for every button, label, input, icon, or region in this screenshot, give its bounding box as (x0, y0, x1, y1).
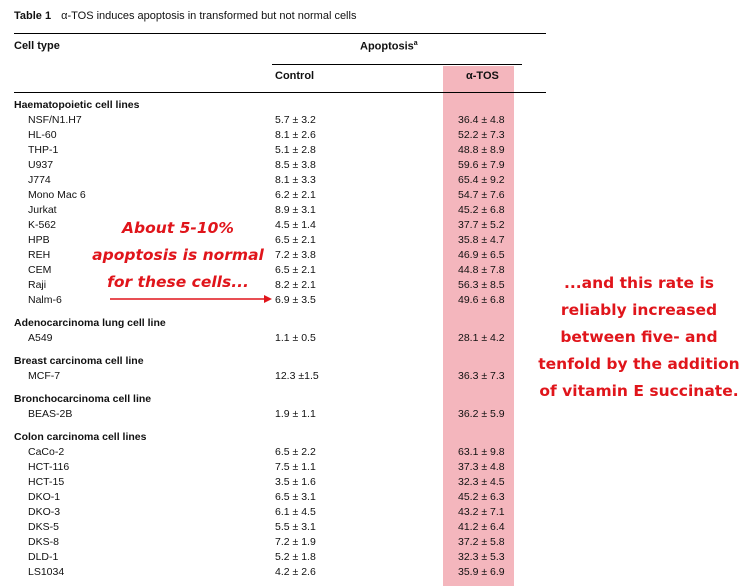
cell-name: CEM (28, 264, 52, 276)
control-value: 5.7 ± 3.2 (275, 114, 316, 126)
atos-value: 35.9 ± 6.9 (458, 566, 505, 578)
control-value: 6.5 ± 3.1 (275, 491, 316, 503)
cell-name: DKO-1 (28, 491, 61, 503)
apoptosis-header: Apoptosis$^a$ (360, 40, 418, 53)
cell-type-header: Cell type (14, 40, 60, 52)
cell-name: Nalm-6 (28, 294, 62, 306)
cell-name: K-562 (28, 219, 57, 231)
atos-header: α-TOS (466, 70, 499, 82)
section-title: Haematopoietic cell lines (14, 99, 140, 111)
cell-name: A549 (28, 332, 53, 344)
cell-name: LS1034 (28, 566, 65, 578)
control-value: 7.2 ± 1.9 (275, 536, 316, 548)
cell-name: DKO-3 (28, 506, 61, 518)
atos-value: 32.3 ± 4.5 (458, 476, 505, 488)
table-label: Table 1 (14, 10, 52, 22)
section-title: Adenocarcinoma lung cell line (14, 317, 166, 329)
cell-name: DKS-8 (28, 536, 59, 548)
control-value: 8.9 ± 3.1 (275, 204, 316, 216)
cell-name: HL-60 (28, 129, 57, 141)
cell-name: CaCo-2 (28, 446, 65, 458)
control-value: 5.5 ± 3.1 (275, 521, 316, 533)
control-value: 8.1 ± 2.6 (275, 129, 316, 141)
atos-value: 37.3 ± 4.8 (458, 461, 505, 473)
cell-name: U937 (28, 159, 54, 171)
control-value: 6.1 ± 4.5 (275, 506, 316, 518)
cell-name: Jurkat (28, 204, 57, 216)
control-value: 4.2 ± 2.6 (275, 566, 316, 578)
control-value: 6.2 ± 2.1 (275, 189, 316, 201)
cell-name: MCF-7 (28, 370, 61, 382)
atos-value: 48.8 ± 8.9 (458, 144, 505, 156)
atos-value: 36.2 ± 5.9 (458, 408, 505, 420)
control-value: 6.5 ± 2.1 (275, 264, 316, 276)
control-header: Control (275, 70, 315, 82)
cell-name: HPB (28, 234, 50, 246)
control-value: 5.2 ± 1.8 (275, 551, 316, 563)
atos-value: 49.6 ± 6.8 (458, 294, 505, 306)
atos-value: 56.3 ± 8.5 (458, 279, 505, 291)
atos-value: 41.2 ± 6.4 (458, 521, 505, 533)
atos-value: 36.3 ± 7.3 (458, 370, 505, 382)
cell-name: DLD-1 (28, 551, 59, 563)
left-annotation: About 5-10% apoptosis is normal for these cells... (92, 219, 264, 291)
atos-value: 54.7 ± 7.6 (458, 189, 505, 201)
control-value: 1.9 ± 1.1 (275, 408, 316, 420)
atos-value: 45.2 ± 6.8 (458, 204, 505, 216)
cell-name: REH (28, 249, 51, 261)
control-value: 7.5 ± 1.1 (275, 461, 316, 473)
atos-value: 65.4 ± 9.2 (458, 174, 505, 186)
atos-value: 43.2 ± 7.1 (458, 506, 505, 518)
cell-name: HCT-116 (28, 461, 70, 473)
atos-value: 52.2 ± 7.3 (458, 129, 505, 141)
apoptosis-rule (272, 64, 522, 65)
cell-name: HCT-15 (28, 476, 65, 488)
cell-name: NSF/N1.H7 (28, 114, 82, 126)
arrow-to-nalm6 (108, 293, 274, 305)
top-rule (14, 33, 546, 34)
table-caption (14, 10, 356, 22)
control-value: 5.1 ± 2.8 (275, 144, 316, 156)
atos-value: 37.2 ± 5.8 (458, 536, 505, 548)
cell-name: J774 (28, 174, 51, 186)
atos-value: 35.8 ± 4.7 (458, 234, 505, 246)
atos-value: 32.3 ± 5.3 (458, 551, 505, 563)
cell-name: Raji (28, 279, 47, 291)
control-value: 8.2 ± 2.1 (275, 279, 316, 291)
header-rule (14, 92, 546, 93)
atos-value: 59.6 ± 7.9 (458, 159, 505, 171)
atos-value: 36.4 ± 4.8 (458, 114, 505, 126)
atos-value: 63.1 ± 9.8 (458, 446, 505, 458)
control-value: 8.1 ± 3.3 (275, 174, 316, 186)
control-value: 6.5 ± 2.1 (275, 234, 316, 246)
control-value: 12.3 ±1.5 (275, 370, 319, 382)
section-title: Breast carcinoma cell line (14, 355, 144, 367)
section-title: Bronchocarcinoma cell line (14, 393, 152, 405)
control-value: 8.5 ± 3.8 (275, 159, 316, 171)
cell-name: THP-1 (28, 144, 59, 156)
atos-value: 37.7 ± 5.2 (458, 219, 505, 231)
atos-value: 28.1 ± 4.2 (458, 332, 505, 344)
control-value: 4.5 ± 1.4 (275, 219, 316, 231)
atos-value: 44.8 ± 7.8 (458, 264, 505, 276)
control-value: 7.2 ± 3.8 (275, 249, 316, 261)
atos-value: 45.2 ± 6.3 (458, 491, 505, 503)
cell-name: BEAS-2B (28, 408, 73, 420)
cell-name: Mono Mac 6 (28, 189, 86, 201)
control-value: 1.1 ± 0.5 (275, 332, 316, 344)
table-title: α-TOS induces apoptosis in transformed but not normal cells (61, 10, 357, 22)
section-title: Colon carcinoma cell lines (14, 431, 147, 443)
control-value: 6.9 ± 3.5 (275, 294, 316, 306)
control-value: 3.5 ± 1.6 (275, 476, 316, 488)
atos-value: 46.9 ± 6.5 (458, 249, 505, 261)
cell-name: DKS-5 (28, 521, 59, 533)
right-annotation: ...and this rate is reliably increased between five- and tenfold by the addition of vitamin E succinate. (538, 274, 740, 400)
control-value: 6.5 ± 2.2 (275, 446, 316, 458)
